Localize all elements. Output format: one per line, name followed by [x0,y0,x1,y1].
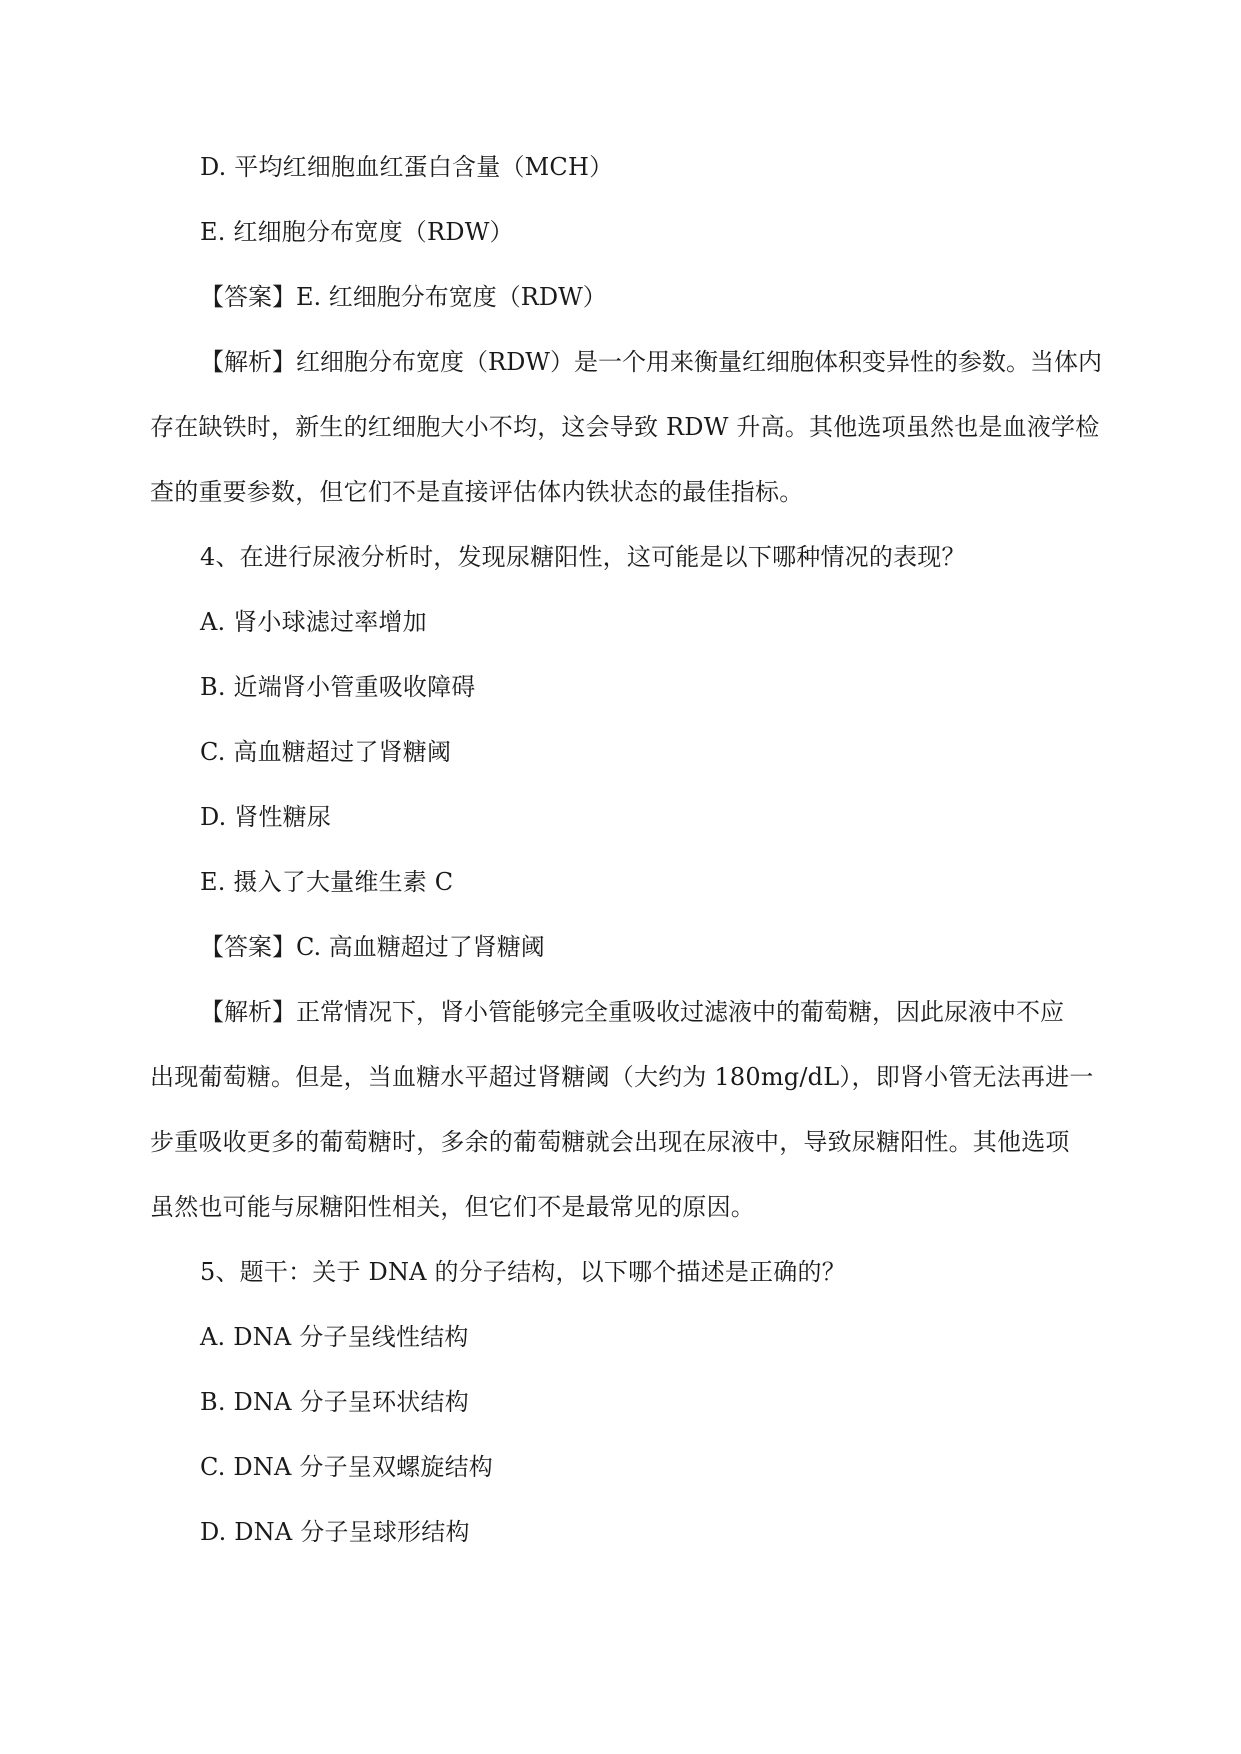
q4-stem: 4、在进行尿液分析时，发现尿糖阳性，这可能是以下哪种情况的表现？ [200,543,966,571]
q4-option-d: D. 肾性糖尿 [200,803,332,831]
q4-option-c: C. 高血糖超过了肾糖阈 [200,738,452,766]
q4-option-a: A. 肾小球滤过率增加 [200,608,427,636]
q3-analysis-line-3: 查的重要参数，但它们不是直接评估体内铁状态的最佳指标。 [150,478,804,506]
q3-option-d: D. 平均红细胞血红蛋白含量（MCH） [200,153,614,181]
q5-option-d: D. DNA 分子呈球形结构 [200,1518,470,1546]
q5-option-a: A. DNA 分子呈线性结构 [200,1323,469,1351]
q3-analysis-line-2: 存在缺铁时，新生的红细胞大小不均，这会导致 RDW 升高。其他选项虽然也是血液学检 [150,413,1100,441]
q4-analysis-line-4: 虽然也可能与尿糖阳性相关，但它们不是最常见的原因。 [150,1193,755,1221]
q4-answer: 【答案】C. 高血糖超过了肾糖阈 [200,933,545,961]
q3-option-e: E. 红细胞分布宽度（RDW） [200,218,514,246]
q4-analysis-line-1: 【解析】正常情况下，肾小管能够完全重吸收过滤液中的葡萄糖，因此尿液中不应 [200,998,1064,1026]
q5-option-c: C. DNA 分子呈双螺旋结构 [200,1453,493,1481]
q4-option-b: B. 近端肾小管重吸收障碍 [200,673,476,701]
q5-option-b: B. DNA 分子呈环状结构 [200,1388,469,1416]
q3-answer: 【答案】E. 红细胞分布宽度（RDW） [200,283,607,311]
q4-analysis-line-2: 出现葡萄糖。但是，当血糖水平超过肾糖阈（大约为 180mg/dL），即肾小管无法再进一 [150,1063,1094,1091]
q4-analysis-line-3: 步重吸收更多的葡萄糖时，多余的葡萄糖就会出现在尿液中，导致尿糖阳性。其他选项 [150,1128,1070,1156]
q4-option-e: E. 摄入了大量维生素 C [200,868,454,896]
q5-stem: 5、题干：关于 DNA 的分子结构，以下哪个描述是正确的？ [200,1258,846,1286]
q3-analysis-line-1: 【解析】红细胞分布宽度（RDW）是一个用来衡量红细胞体积变异性的参数。当体内 [200,348,1102,376]
